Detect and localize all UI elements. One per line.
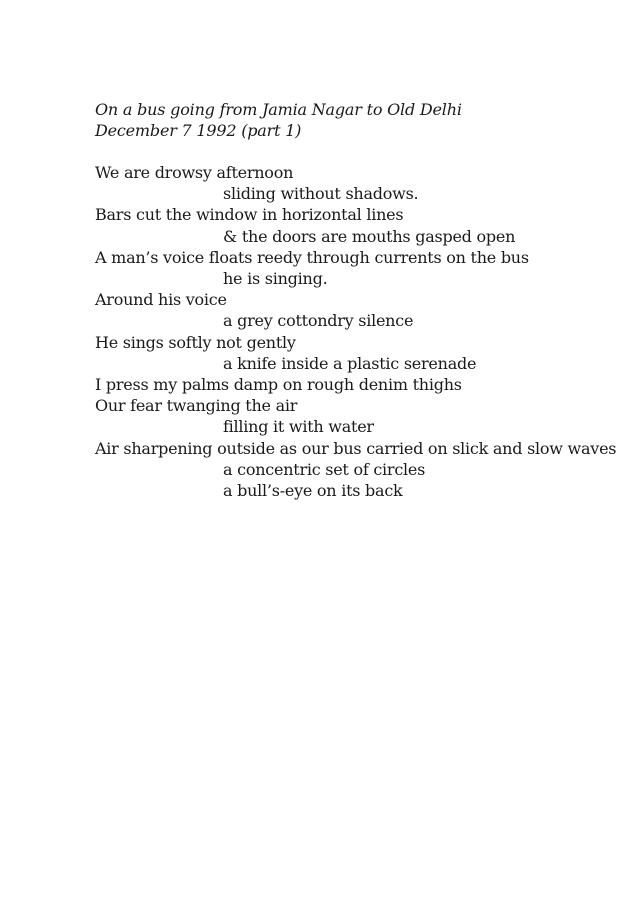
- poem-line-indented: a bull’s-eye on its back: [223, 481, 403, 501]
- poem-line: A man’s voice floats reedy through currents on the bus: [95, 247, 529, 267]
- poem-line-indented: filling it with water: [223, 417, 374, 437]
- poem-title: [95, 99, 462, 141]
- poem-line: Air sharpening outside as our bus carried on slick and slow waves: [95, 438, 617, 458]
- date-line: December 7 1992 (part 1): [95, 121, 302, 140]
- poem-line: Bars cut the window in horizontal lines: [95, 205, 404, 225]
- poem-line: We are drowsy afternoon: [95, 163, 294, 182]
- poem-line-indented: he is singing.: [223, 269, 328, 289]
- poem-line: He sings softly not gently: [95, 332, 296, 352]
- title-line: On a bus going from Jamia Nagar to Old Delhi: [95, 100, 462, 119]
- poem-line-indented: & the doors are mouths gasped open: [223, 226, 516, 246]
- poem-line: I press my palms damp on rough denim thighs: [95, 375, 462, 395]
- poem-line-indented: a grey cottondry silence: [223, 311, 414, 331]
- poem-line: Our fear twanging the air: [95, 396, 298, 416]
- poem-body: [95, 162, 616, 501]
- poem-line: Around his voice: [95, 290, 227, 310]
- poem-line-indented: sliding without shadows.: [223, 184, 419, 204]
- poem-line-indented: a knife inside a plastic serenade: [223, 353, 477, 373]
- poem-line-indented: a concentric set of circles: [223, 459, 426, 479]
